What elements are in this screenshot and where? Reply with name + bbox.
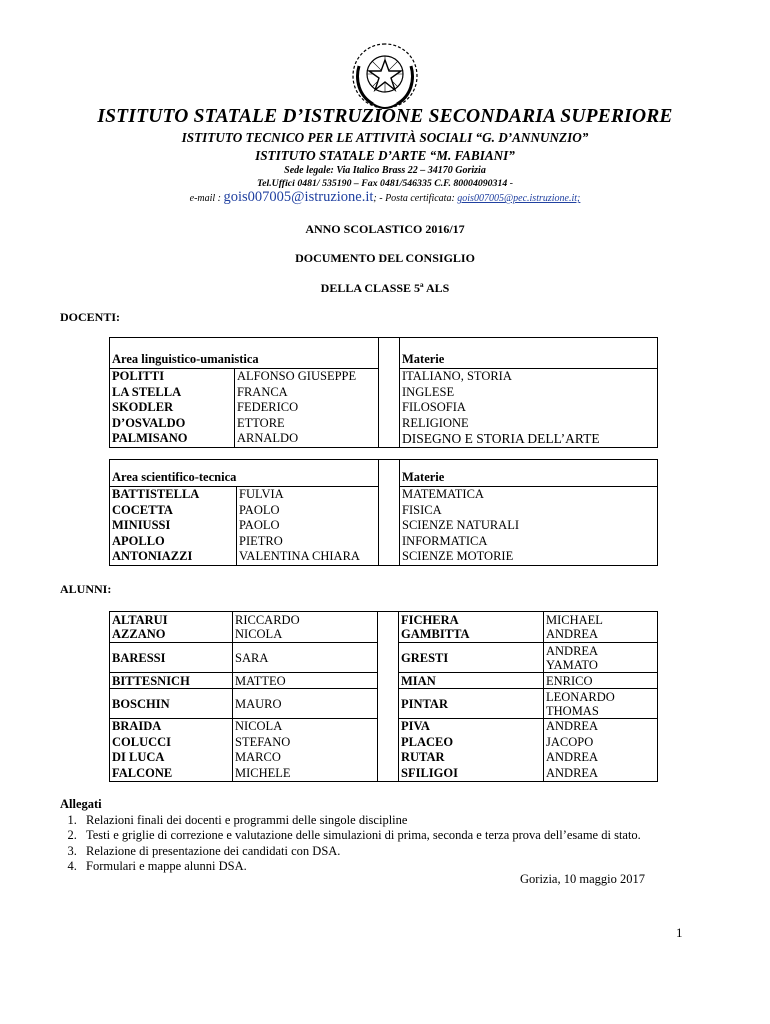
subject: MATEMATICA (402, 487, 484, 501)
attachment-item: 3. Relazione di presentazione dei candidati con DSA. (80, 844, 641, 860)
student-name-cell (544, 612, 658, 643)
student-name: ANDREA (546, 719, 599, 733)
teacher-surname: PALMISANO (112, 431, 188, 445)
surnames-cell (110, 369, 235, 448)
student-surname: BRAIDA (112, 719, 162, 733)
institute-title: ISTITUTO STATALE D’ISTRUZIONE SECONDARIA SUPERIORE (97, 106, 673, 127)
teacher-surname: ANTONIAZZI (112, 549, 193, 563)
teacher-name: FEDERICO (237, 400, 299, 414)
subjects-header: Materie (400, 460, 658, 487)
student-surname: RUTAR (401, 750, 445, 764)
pec-prefix: ; - Posta certificata: (373, 193, 458, 204)
pec-link[interactable]: gois007005@pec.istruzione.it; (457, 193, 581, 204)
italian-republic-emblem-icon (345, 36, 425, 116)
subject: ITALIANO, STORIA (402, 369, 512, 383)
student-name-cell (544, 689, 658, 719)
column-gap (379, 338, 400, 448)
subject: FISICA (402, 502, 442, 517)
student-surname: BITTESNICH (110, 673, 233, 689)
student-surname: GRESTI (399, 643, 544, 673)
school-year: ANNO SCOLASTICO 2016/17 (305, 222, 465, 236)
student-name: MARCO (235, 750, 281, 764)
student-name: YAMATO (546, 657, 598, 672)
subjects-cell (400, 369, 658, 448)
student-surname: GAMBITTA (401, 627, 470, 641)
legal-seat: Sede legale: Via Italico Brass 22 – 34170 Gorizia (284, 165, 486, 176)
student-name: STEFANO (235, 734, 291, 749)
subject: INGLESE (402, 384, 455, 399)
email-link[interactable]: gois007005@istruzione.it (223, 189, 374, 205)
student-surname-cell (110, 719, 233, 782)
contact-phone: Tel.Uffici 0481/ 535190 – Fax 0481/546335 C.F. 80004090314 - (257, 178, 513, 189)
student-surname: FALCONE (112, 765, 173, 780)
student-surname: BOSCHIN (110, 689, 233, 719)
student-name: ANDREA (546, 765, 599, 780)
student-name: LEONARDO (546, 689, 615, 704)
student-surname: DI LUCA (112, 750, 165, 764)
attachment-item: 4. Formulari e mappe alunni DSA. (80, 859, 641, 875)
teacher-surname: APOLLO (112, 533, 165, 548)
subjects-header: Materie (400, 338, 658, 369)
teacher-surname: MINIUSSI (112, 518, 171, 532)
teacher-name: FULVIA (239, 487, 284, 501)
student-surname: BARESSI (110, 643, 233, 673)
attachments-section (60, 797, 641, 875)
attachments-title: Allegati (60, 797, 102, 811)
student-surname: COLUCCI (112, 734, 172, 749)
place-date: Gorizia, 10 maggio 2017 (520, 872, 645, 886)
student-name: RICCARDO (235, 613, 300, 627)
student-name: SARA (233, 643, 378, 673)
subject: INFORMATICA (402, 533, 488, 548)
teacher-name: ARNALDO (237, 431, 299, 445)
class-title: DELLA CLASSE 5ª ALS (320, 281, 450, 295)
teachers-table-humanities (109, 337, 658, 448)
teacher-name: PAOLO (239, 518, 280, 532)
student-surname: MIAN (399, 673, 544, 689)
student-name: THOMAS (546, 703, 599, 718)
student-name-cell (233, 612, 378, 643)
column-gap (378, 612, 399, 782)
student-name: ENRICO (544, 673, 658, 689)
teacher-surname: D’OSVALDO (112, 415, 186, 430)
art-institute-subtitle: ISTITUTO STATALE D’ARTE “M. FABIANI” (255, 148, 515, 163)
student-surname: FICHERA (401, 613, 459, 627)
subject: SCIENZE NATURALI (402, 518, 520, 532)
area-header: Area linguistico-umanistica (110, 338, 379, 369)
student-surname: AZZANO (112, 627, 166, 641)
surnames-cell (110, 487, 237, 566)
column-gap (379, 460, 400, 566)
student-name: NICOLA (235, 719, 283, 733)
teacher-surname: LA STELLA (112, 384, 182, 399)
student-name-cell (544, 643, 658, 673)
subject: FILOSOFIA (402, 400, 466, 414)
contact-email-line (0, 189, 770, 206)
student-surname: PIVA (401, 719, 430, 733)
names-cell (237, 487, 379, 566)
subject: SCIENZE MOTORIE (402, 549, 514, 563)
student-surname: SFILIGOI (401, 765, 458, 780)
student-surname-cell (399, 719, 544, 782)
student-surname: PLACEO (401, 734, 454, 749)
teacher-surname: POLITTI (112, 369, 165, 383)
teacher-name: PIETRO (239, 533, 283, 548)
tech-institute-subtitle: ISTITUTO TECNICO PER LE ATTIVITÀ SOCIALI “G. D’ANNUNZIO” (181, 130, 589, 145)
student-name: ANDREA (546, 643, 599, 658)
teacher-name: PAOLO (239, 502, 280, 517)
student-surname-cell (110, 612, 233, 643)
student-name: ANDREA (546, 750, 599, 764)
teacher-surname: BATTISTELLA (112, 487, 200, 501)
student-surname: PINTAR (399, 689, 544, 719)
subject: DISEGNO E STORIA DELL’ARTE (402, 431, 600, 446)
student-name-cell (233, 719, 378, 782)
teacher-surname: SKODLER (112, 400, 174, 414)
student-name: MATTEO (233, 673, 378, 689)
student-surname-cell (399, 612, 544, 643)
teacher-name: ETTORE (237, 415, 285, 430)
teachers-label: DOCENTI: (60, 310, 121, 324)
attachment-item: 1. Relazioni finali dei docenti e programmi delle singole discipline (80, 813, 641, 829)
page-number: 1 (676, 925, 683, 940)
teacher-name: ALFONSO GIUSEPPE (237, 369, 357, 383)
attachments-list (60, 813, 641, 875)
document-title: DOCUMENTO DEL CONSIGLIO (295, 251, 475, 265)
attachment-item: 2. Testi e griglie di correzione e valutazione delle simulazioni di prima, seconda e terza prova dell’esame di stato. (80, 828, 641, 844)
students-label: ALUNNI: (60, 582, 112, 596)
subjects-cell (400, 487, 658, 566)
student-name: MICHELE (235, 765, 291, 780)
student-surname: ALTARUI (112, 613, 168, 627)
student-name-cell (544, 719, 658, 782)
students-table (109, 611, 658, 782)
student-name: JACOPO (546, 734, 594, 749)
subject: RELIGIONE (402, 415, 469, 430)
student-name: MAURO (233, 689, 378, 719)
teacher-surname: COCETTA (112, 502, 173, 517)
teachers-table-sciences (109, 459, 658, 566)
email-prefix: e-mail : (189, 193, 224, 204)
names-cell (235, 369, 379, 448)
student-name: MICHAEL (546, 613, 603, 627)
teacher-name: VALENTINA CHIARA (239, 549, 360, 563)
teacher-name: FRANCA (237, 384, 288, 399)
area-header: Area scientifico-tecnica (110, 460, 379, 487)
student-name: ANDREA (546, 627, 599, 641)
student-name: NICOLA (235, 627, 283, 641)
